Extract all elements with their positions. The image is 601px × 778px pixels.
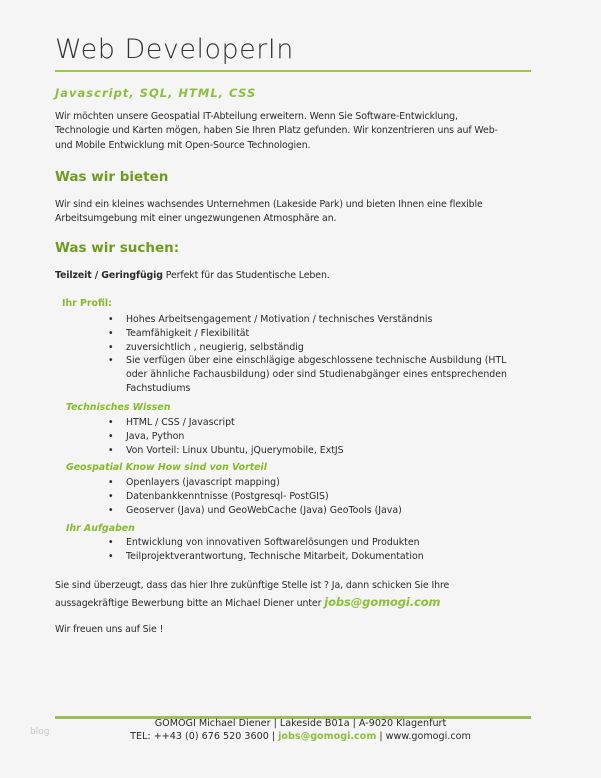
text-line: Fachstudiums [126,382,191,394]
tech-list [108,416,344,457]
closing-paragraph [55,577,449,612]
footer-email-link[interactable]: jobs@gomogi.com [278,731,377,742]
text-line: aussagekräftige Bewerbung bitte an Michael Diener unter [55,598,325,609]
list-item: • HTML / CSS / Javascript [108,416,344,430]
text-line: oder ähnliche Fachausbildung) oder sind Studienabgänger eines entsprechenden [126,369,507,381]
text-line: Arbeitsumgebung mit einer ungezwungenen Atmosphäre an. [55,213,337,225]
text-line: Wir möchten unsere Geospatial IT-Abteilung erweitern. Wenn Sie Software-Entwicklung, [55,111,458,122]
list-item: • Von Vorteil: Linux Ubuntu, jQuerymobile, ExtJS [108,444,344,458]
list-item [108,354,507,395]
list-item: • Java, Python [108,430,344,444]
text-line: und Mobile Entwicklung mit Open-Source Technologien. [55,139,311,151]
list-item: • zuversichtlich , neugierig, selbständig [108,341,507,355]
tech-label: Technisches Wissen [66,402,171,413]
list-item: • Geoserver (Java) und GeoWebCache (Java) GeoTools (Java) [108,504,402,518]
tasks-list [108,536,424,564]
tasks-label: Ihr Aufgaben [66,523,135,534]
subtitle: Javascript, SQL, HTML, CSS [55,86,257,100]
search-heading: Was wir suchen: [55,240,180,256]
footer-website: | www.gomogi.com [376,731,471,742]
text-line: Sie sind überzeugt, dass das hier Ihre zukünftige Stelle ist ? Ja, dann schicken Sie Ihre [55,580,450,591]
intro-paragraph [55,110,498,153]
offer-heading: Was wir bieten [55,169,169,185]
footer-contact [0,731,601,742]
page-title: Web DeveloperIn [55,34,294,65]
text-line: Wir sind ein kleines wachsendes Unternehmen (Lakeside Park) und bieten Ihnen eine flexible [55,199,483,210]
list-item: • Teilprojektverantwortung, Technische Mitarbeit, Dokumentation [108,550,424,564]
offer-paragraph [55,198,483,227]
watermark: blog [30,727,50,737]
list-item: • Openlayers (javascript mapping) [108,476,402,490]
profile-list [108,313,507,396]
employment-type [55,269,330,283]
list-item: • Datenbankkenntnisse (Postgresql- PostGIS) [108,490,402,504]
geo-list [108,476,402,517]
thanks-text: Wir freuen uns auf Sie ! [55,624,164,635]
list-item: • Entwicklung von innovativen Softwarelösungen und Produkten [108,536,424,550]
geo-label: Geospatial Know How sind von Vorteil [66,462,267,473]
text-line: Sie verfügen über eine einschlägige abgeschlossene technische Ausbildung (HTL [126,355,507,367]
list-item: • Hohes Arbeitsengagement / Motivation / technisches Verständnis [108,313,507,327]
footer-address: GOMOGI Michael Diener | Lakeside B01a | A-9020 Klagenfurt [154,718,447,729]
profile-label: Ihr Profil: [62,298,112,309]
employment-type-label: Teilzeit / Geringfügig [55,270,163,281]
title-divider [55,70,531,72]
footer-phone: TEL: ++43 (0) 676 520 3600 | [130,731,279,742]
employment-type-text: Perfekt für das Studentische Leben. [162,270,330,281]
list-item: • Teamfähigkeit / Flexibilität [108,327,507,341]
email-link[interactable]: jobs@gomogi.com [324,595,441,609]
text-line: Technologie und Karten mögen, haben Sie Ihren Platz gefunden. Wir konzentrieren uns auf Web- [55,125,498,137]
